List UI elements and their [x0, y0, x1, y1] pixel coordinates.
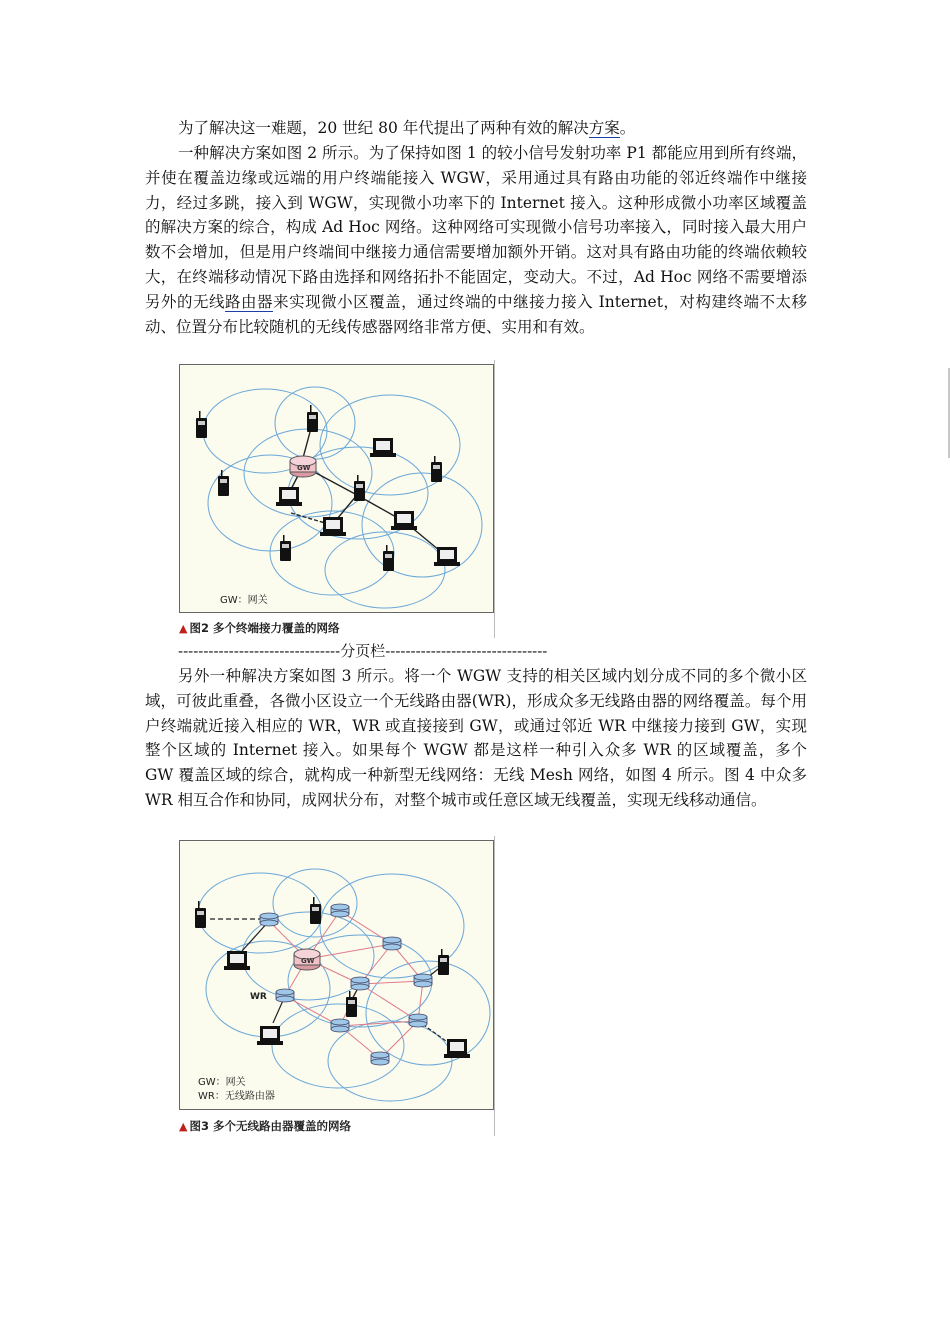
p1-end: 。 — [619, 119, 636, 137]
caption-triangle-icon: ▲ — [179, 1120, 188, 1133]
figure-3-caption-text: 图3 多个无线路由器覆盖的网络 — [189, 1119, 351, 1133]
laptop-icon — [320, 517, 346, 536]
wireless-router-icon — [260, 913, 278, 926]
laptop-icon — [391, 511, 417, 530]
mobile-phone-icon — [431, 456, 442, 482]
coverage-circle — [362, 473, 482, 577]
figure-3-border — [494, 836, 495, 1136]
relay-links — [288, 432, 445, 555]
laptop-icon — [434, 547, 460, 566]
mesh-links — [269, 911, 423, 1059]
mobile-phone-icon — [195, 901, 206, 928]
page-separator: --------------------------------分页栏-------------------------------- — [178, 642, 548, 660]
gateway-router-icon — [290, 456, 316, 477]
p1-text: 为了解决这一难题，20 世纪 80 年代提出了两种有效的解决 — [178, 119, 589, 137]
p2-text: 一种解决方案如图 2 所示。为了保持如图 1 的较小信号发射功率 P1 都能应用到所有终端，并使在覆盖边缘或远端的用户终端能接入 WGW，采用通过具有路由功能的邻近终端作中继接力，经过多跳，接入到 WGW，实现微小功率下的 Internet 接入。这种形成微小功率区域覆盖的解决方案的综合，构成 Ad Hoc 网络。这种网络可实现微小信号功率接入，同时接入最大用户数不会增加，但是用户终端间中继接力通信需要增加额外开销。这对具有路由功能的终端依赖较大，在终端移动情况下路由选择和网络拓扑不能固定，变动大。不过，Ad Hoc 网络不需要增添另外的无线 — [145, 144, 807, 311]
figure-3-diagram — [179, 840, 494, 1110]
wireless-router-icon — [351, 977, 369, 990]
laptop-icon — [224, 951, 250, 970]
relay-link — [303, 432, 310, 458]
gw-node-label: GW — [301, 957, 315, 965]
coverage-circle — [272, 1004, 404, 1088]
p2-end: 来实现微小区覆盖，通过终端的中继接力接入 Internet，对构建终端不太移动、位置分布比较随机的无线传感器网络非常方便、实用和有效。 — [145, 292, 807, 336]
coverage-circle — [273, 869, 357, 937]
laptop-icon — [370, 438, 396, 457]
caption-triangle-icon: ▲ — [179, 622, 188, 635]
figure-3 — [175, 836, 495, 1136]
mobile-phone-icon — [438, 949, 449, 975]
figure-2 — [175, 360, 495, 638]
paragraph-1 — [145, 116, 807, 141]
wireless-router-icon — [371, 1052, 389, 1065]
figure-3-svg — [180, 841, 493, 1109]
coverage-circles — [203, 387, 482, 608]
figure-3-legend-wr: WR：无线路由器 — [198, 1091, 275, 1102]
mobile-phone-icon — [218, 470, 229, 496]
p3-text: 另外一种解决方案如图 3 所示。将一个 WGW 支持的相关区域内划分成不同的多个微小区域，可彼此重叠，各微小区设立一个无线路由器(WR)，形成众多无线路由器的网络覆盖。每个用户终端就近接入相应的 WR，WR 或直接接到 GW，或通过邻近 WR 中继接力接到 GW，实现整个区域的 Internet 接入。如果每个 WGW 都是这样一种引入众多 WR 的区域覆盖，多个 GW 覆盖区域的综合，就构成一种新型无线网络：无线 Mesh 网络，如图 4 所示。图 4 中众多 WR 相互合作和协同，成网状分布，对整个城市或任意区域无线覆盖，实现无线移动通信。 — [145, 667, 807, 809]
figure-2-svg — [180, 365, 493, 612]
laptop-icon — [276, 487, 302, 506]
paragraph-2 — [145, 141, 807, 339]
figure-2-diagram — [179, 364, 494, 613]
figure-3-caption — [179, 1118, 351, 1134]
wireless-router-icon — [414, 974, 432, 987]
laptop-icon — [444, 1039, 470, 1058]
mobile-phone-icon — [383, 545, 394, 571]
wireless-router-icon — [331, 904, 349, 917]
paragraph-3 — [145, 664, 807, 813]
wr-node-label: WR — [250, 992, 267, 1002]
wireless-routers — [260, 904, 432, 1065]
wireless-router-icon — [276, 989, 294, 1002]
mobile-phone-icon — [307, 405, 318, 432]
mobile-phone-icon — [280, 535, 291, 561]
gateway-router-icon — [294, 949, 320, 970]
link-fangan[interactable]: 方案 — [588, 119, 620, 137]
gw-node-label: GW — [297, 464, 311, 472]
figure-3-legend-gw: GW：网关 — [198, 1077, 246, 1088]
laptop-icon — [257, 1026, 283, 1045]
link-router[interactable]: 路由器 — [225, 292, 274, 311]
figure-2-caption-text: 图2 多个终端接力覆盖的网络 — [189, 621, 340, 635]
wireless-router-icon — [331, 1019, 349, 1032]
figure-2-caption — [179, 620, 339, 636]
figure-2-legend: GW：网关 — [220, 595, 268, 606]
mobile-phone-icon — [196, 411, 207, 438]
mobile-phone-icon — [354, 475, 365, 501]
coverage-circle — [328, 1021, 452, 1101]
wireless-router-icon — [409, 1014, 427, 1027]
mesh-link — [360, 981, 423, 984]
wireless-router-icon — [383, 937, 401, 950]
figure-2-border — [494, 360, 495, 638]
